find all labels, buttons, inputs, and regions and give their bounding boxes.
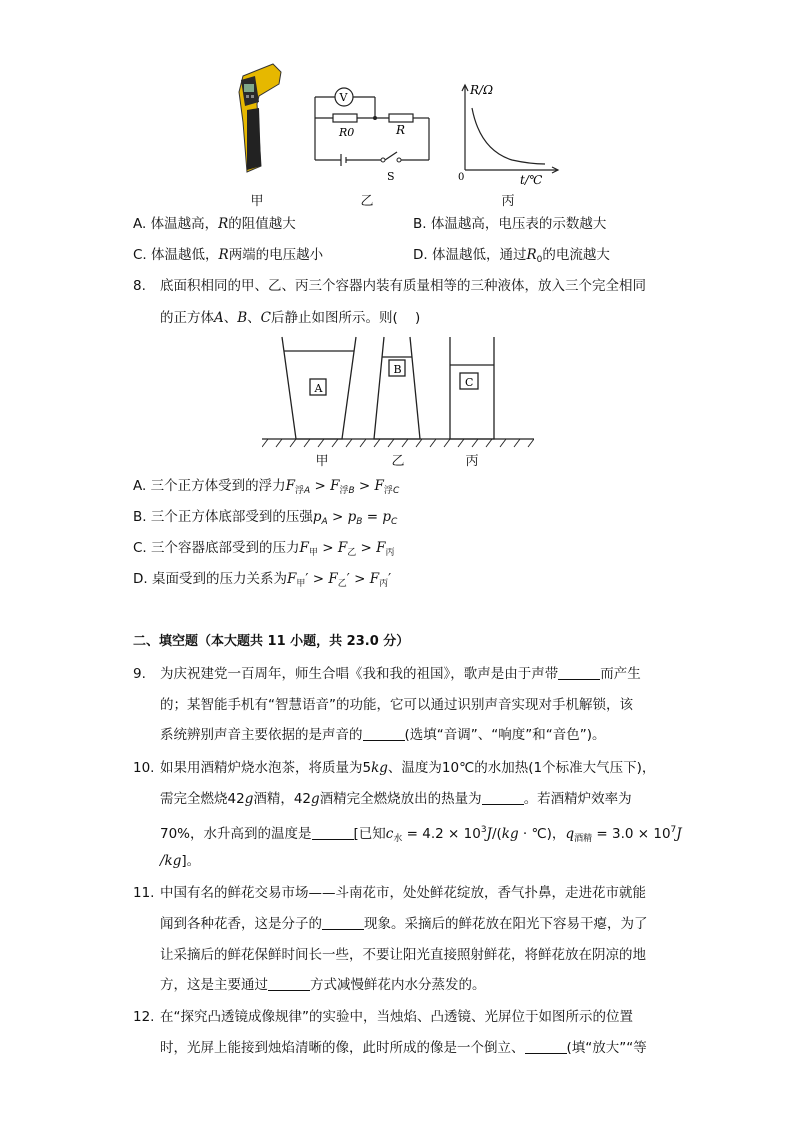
q10-line1: 如果用酒精炉烧水泡茶，将质量为5kg、温度为10℃的水加热(1个标准大气压下)， xyxy=(160,760,656,776)
q11-line1: 中国有名的鲜花交易市场——斗南花市，处处鲜花绽放，香气扑鼻，走进花市就能 xyxy=(160,885,646,901)
q11-blank-2[interactable] xyxy=(268,976,310,991)
figure-7-label-jia: 甲 xyxy=(250,194,264,209)
q10-blank-1[interactable] xyxy=(482,790,524,805)
q11-line4a: 方，这是主要通过 xyxy=(160,977,268,993)
q7-option-c: C. 体温越低，R两端的电压越小 xyxy=(133,247,324,263)
q11-blank-1[interactable] xyxy=(322,915,364,930)
q7-option-d: D. 体温越低，通过$R_0$的电流越大 xyxy=(413,247,610,265)
q10-line2b: 。若酒精炉效率为 xyxy=(523,791,632,807)
q8-option-c: C. 三个容器底部受到的压力$F_甲 > F_乙 > F_丙$ xyxy=(133,540,395,558)
q9-line1b: 而产生 xyxy=(600,666,641,682)
q9-line1 xyxy=(160,664,641,684)
q9-line3b: (选填“音调”、“响度”和“音色”)。 xyxy=(404,727,606,743)
q9-number: 9. xyxy=(133,666,146,682)
q10-line3: 70%，水升高到的温度是 [已知$c_水 = 4.2 \times 10^3J/(kg$ · ℃)，$q_{酒精} = 3.0 \times 10^7J$ xyxy=(160,825,682,844)
circuit-switch-label: S xyxy=(387,170,395,183)
q8-option-b: B. 三个正方体底部受到的压强$p_A > p_B = p_C$ xyxy=(133,509,398,527)
resistance-temperature-graph xyxy=(450,80,565,185)
figure-7-label-yi: 乙 xyxy=(360,194,374,209)
q7-option-b: B. 体温越高，电压表的示数越大 xyxy=(413,216,607,232)
q9-line3 xyxy=(160,725,606,745)
q8-option-a: A. 三个正方体受到的浮力$F_{浮A} > F_{浮B} > F_{浮C}$ xyxy=(133,478,400,496)
container-yi-label: 乙 xyxy=(391,454,405,469)
section-2-title: 二、填空题（本大题共 11 小题，共 23.0 分） xyxy=(133,634,410,649)
q9-line2: 的；某智能手机有“智慧语音”的功能，它可以通过识别声音实现对手机解锁，该 xyxy=(160,697,633,713)
q10-number: 10. xyxy=(133,760,155,776)
graph-xaxis-label: t/℃ xyxy=(520,173,543,185)
circuit-diagram xyxy=(305,80,435,190)
circuit-r-label: R xyxy=(396,123,406,137)
q11-line4b: 方式减慢鲜花内水分蒸发的。 xyxy=(310,977,486,993)
q10-line4: /kg]。 xyxy=(160,853,201,869)
figure-7-label-bing: 丙 xyxy=(501,194,515,209)
q7-option-a: A. 体温越高，R的阻值越大 xyxy=(133,216,296,232)
q10-line2: 需完全燃烧42g酒精，42g酒精完全燃烧放出的热量为 。若酒精炉效率为 xyxy=(160,791,632,807)
container-jia-label: 甲 xyxy=(315,454,329,469)
q9-blank-2[interactable] xyxy=(363,726,405,741)
q12-blank-1[interactable] xyxy=(525,1039,567,1054)
q9-line1a: 为庆祝建党一百周年，师生合唱《我和我的祖国》，歌声是由于声带 xyxy=(160,666,559,682)
q8-line2: 的正方体A、B、C后静止如图所示。则( ) xyxy=(160,310,421,326)
q9-blank-1[interactable] xyxy=(558,665,600,680)
circuit-r0-label: R0 xyxy=(339,126,355,139)
q11-line4 xyxy=(160,975,486,995)
q11-line2 xyxy=(160,914,648,934)
circuit-voltmeter-label: V xyxy=(339,91,348,104)
q8-line1: 底面积相同的甲、乙、丙三个容器内装有质量相等的三种液体，放入三个完全相同 xyxy=(160,278,646,294)
q8-number: 8. xyxy=(133,278,146,294)
infrared-thermometer-image xyxy=(233,62,283,174)
graph-yaxis-label: R/Ω xyxy=(470,83,494,97)
graph-origin-label: 0 xyxy=(458,172,465,183)
q12-line2 xyxy=(160,1038,647,1058)
q12-number: 12. xyxy=(133,1009,155,1025)
q11-line2a: 闻到各种花香，这是分子的 xyxy=(160,916,322,932)
cube-a-label: A xyxy=(314,382,323,395)
q9-line3a: 系统辨别声音主要依据的是声音的 xyxy=(160,727,363,743)
q10-blank-2[interactable] xyxy=(312,825,354,840)
q11-line3: 让采摘后的鲜花保鲜时间长一些，不要让阳光直接照射鲜花，将鲜花放在阴凉的地 xyxy=(160,947,646,963)
q10-line3a: 70%，水升高到的温度是 xyxy=(160,826,312,842)
q11-number: 11. xyxy=(133,885,155,901)
q12-line2a: 时，光屏上能接到烛焰清晰的像，此时所成的像是一个倒立、 xyxy=(160,1040,525,1056)
q11-line2b: 现象。采摘后的鲜花放在阳光下容易干瘪，为了 xyxy=(364,916,648,932)
cube-b-label: B xyxy=(393,363,402,376)
q8-option-d: D. 桌面受到的压力关系为$F_甲' > F_乙' > F_丙'$ xyxy=(133,571,392,589)
q12-line2b: (填“放大”“等 xyxy=(566,1040,647,1056)
cube-c-label: C xyxy=(465,376,474,389)
q12-line1: 在“探究凸透镜成像规律”的实验中，当烛焰、凸透镜、光屏位于如图所示的位置 xyxy=(160,1009,633,1025)
figure-7 xyxy=(225,60,585,210)
container-bing-label: 丙 xyxy=(465,454,479,469)
